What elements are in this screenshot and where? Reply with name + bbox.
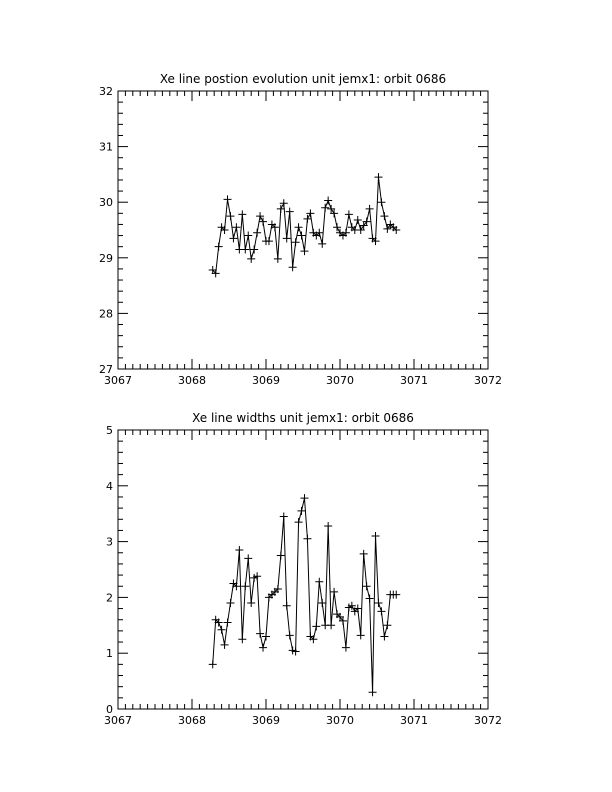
chart-title: Xe line widths unit jemx1: orbit 0686 <box>192 411 414 425</box>
data-point <box>232 223 240 231</box>
data-point <box>274 255 282 263</box>
data-point <box>327 621 335 629</box>
data-point <box>372 532 380 540</box>
y-tick-label: 5 <box>106 424 113 437</box>
x-tick-label: 3069 <box>252 714 280 727</box>
data-point <box>295 223 303 231</box>
y-tick-label: 27 <box>99 363 113 376</box>
data-point <box>298 507 306 515</box>
data-point <box>360 550 368 558</box>
y-tick-label: 32 <box>99 85 113 98</box>
y-tick-label: 1 <box>106 647 113 661</box>
data-point <box>292 238 300 246</box>
data-point <box>345 210 353 218</box>
data-point <box>295 518 303 526</box>
data-point <box>300 247 308 255</box>
data-point <box>289 263 297 271</box>
data-point <box>286 631 294 639</box>
plot-frame <box>118 430 488 709</box>
x-tick-label: 3070 <box>326 374 354 387</box>
data-point <box>218 626 226 634</box>
x-tick-label: 3068 <box>178 374 206 387</box>
x-tick-label: 3072 <box>474 374 502 387</box>
width-chart <box>104 411 502 727</box>
y-tick-label: 28 <box>99 307 113 321</box>
data-point <box>312 622 320 630</box>
data-point <box>377 198 385 206</box>
data-point <box>221 641 229 649</box>
data-point <box>224 195 232 203</box>
x-tick-label: 3069 <box>252 374 280 387</box>
data-point <box>238 635 246 643</box>
data-point <box>244 554 252 562</box>
data-point <box>259 644 267 652</box>
data-point <box>380 212 388 220</box>
data-point <box>226 599 234 607</box>
data-point <box>377 607 385 615</box>
data-point <box>363 582 371 590</box>
data-point <box>244 232 252 240</box>
data-point <box>224 619 232 627</box>
data-point <box>374 173 382 181</box>
x-tick-label: 3068 <box>178 714 206 727</box>
data-point <box>253 229 261 237</box>
data-point <box>300 494 308 502</box>
data-point <box>374 599 382 607</box>
data-point <box>250 245 258 253</box>
data-point <box>247 599 255 607</box>
data-point <box>229 234 237 242</box>
data-point <box>235 546 243 554</box>
data-point <box>380 632 388 640</box>
x-tick-label: 3067 <box>104 714 132 727</box>
data-point <box>298 232 306 240</box>
data-point <box>366 595 374 603</box>
series-line <box>213 177 397 273</box>
y-tick-label: 2 <box>106 591 113 605</box>
data-point <box>324 197 332 205</box>
data-point <box>215 243 223 251</box>
series-line <box>213 498 397 692</box>
y-tick-label: 29 <box>99 251 113 265</box>
data-point <box>321 204 329 212</box>
y-tick-label: 31 <box>99 140 113 154</box>
data-point <box>324 522 332 530</box>
data-point <box>238 210 246 218</box>
data-point <box>383 621 391 629</box>
x-tick-label: 3067 <box>104 374 132 387</box>
data-point <box>280 512 288 520</box>
y-tick-label: 4 <box>106 479 113 493</box>
data-point <box>369 688 377 696</box>
data-point <box>283 234 291 242</box>
y-tick-label: 0 <box>106 703 113 716</box>
position-chart <box>99 72 502 387</box>
x-tick-label: 3071 <box>400 374 428 387</box>
data-point <box>342 644 350 652</box>
data-point <box>318 240 326 248</box>
data-point <box>303 535 311 543</box>
data-point <box>366 205 374 213</box>
data-point <box>277 552 285 560</box>
y-tick-label: 3 <box>106 535 113 549</box>
data-point <box>318 599 326 607</box>
x-tick-label: 3071 <box>400 714 428 727</box>
data-point <box>354 216 362 224</box>
data-point <box>330 588 338 596</box>
data-point <box>315 578 323 586</box>
data-point <box>286 208 294 216</box>
data-point <box>357 631 365 639</box>
data-point <box>241 245 249 253</box>
chart-title: Xe line postion evolution unit jemx1: orbit 0686 <box>159 72 447 86</box>
data-point <box>247 255 255 263</box>
plot-frame <box>118 91 488 369</box>
data-point <box>226 212 234 220</box>
data-point <box>209 660 217 668</box>
data-point <box>241 582 249 590</box>
data-point <box>283 602 291 610</box>
x-tick-label: 3072 <box>474 714 502 727</box>
x-tick-label: 3070 <box>326 714 354 727</box>
y-tick-label: 30 <box>99 196 113 210</box>
